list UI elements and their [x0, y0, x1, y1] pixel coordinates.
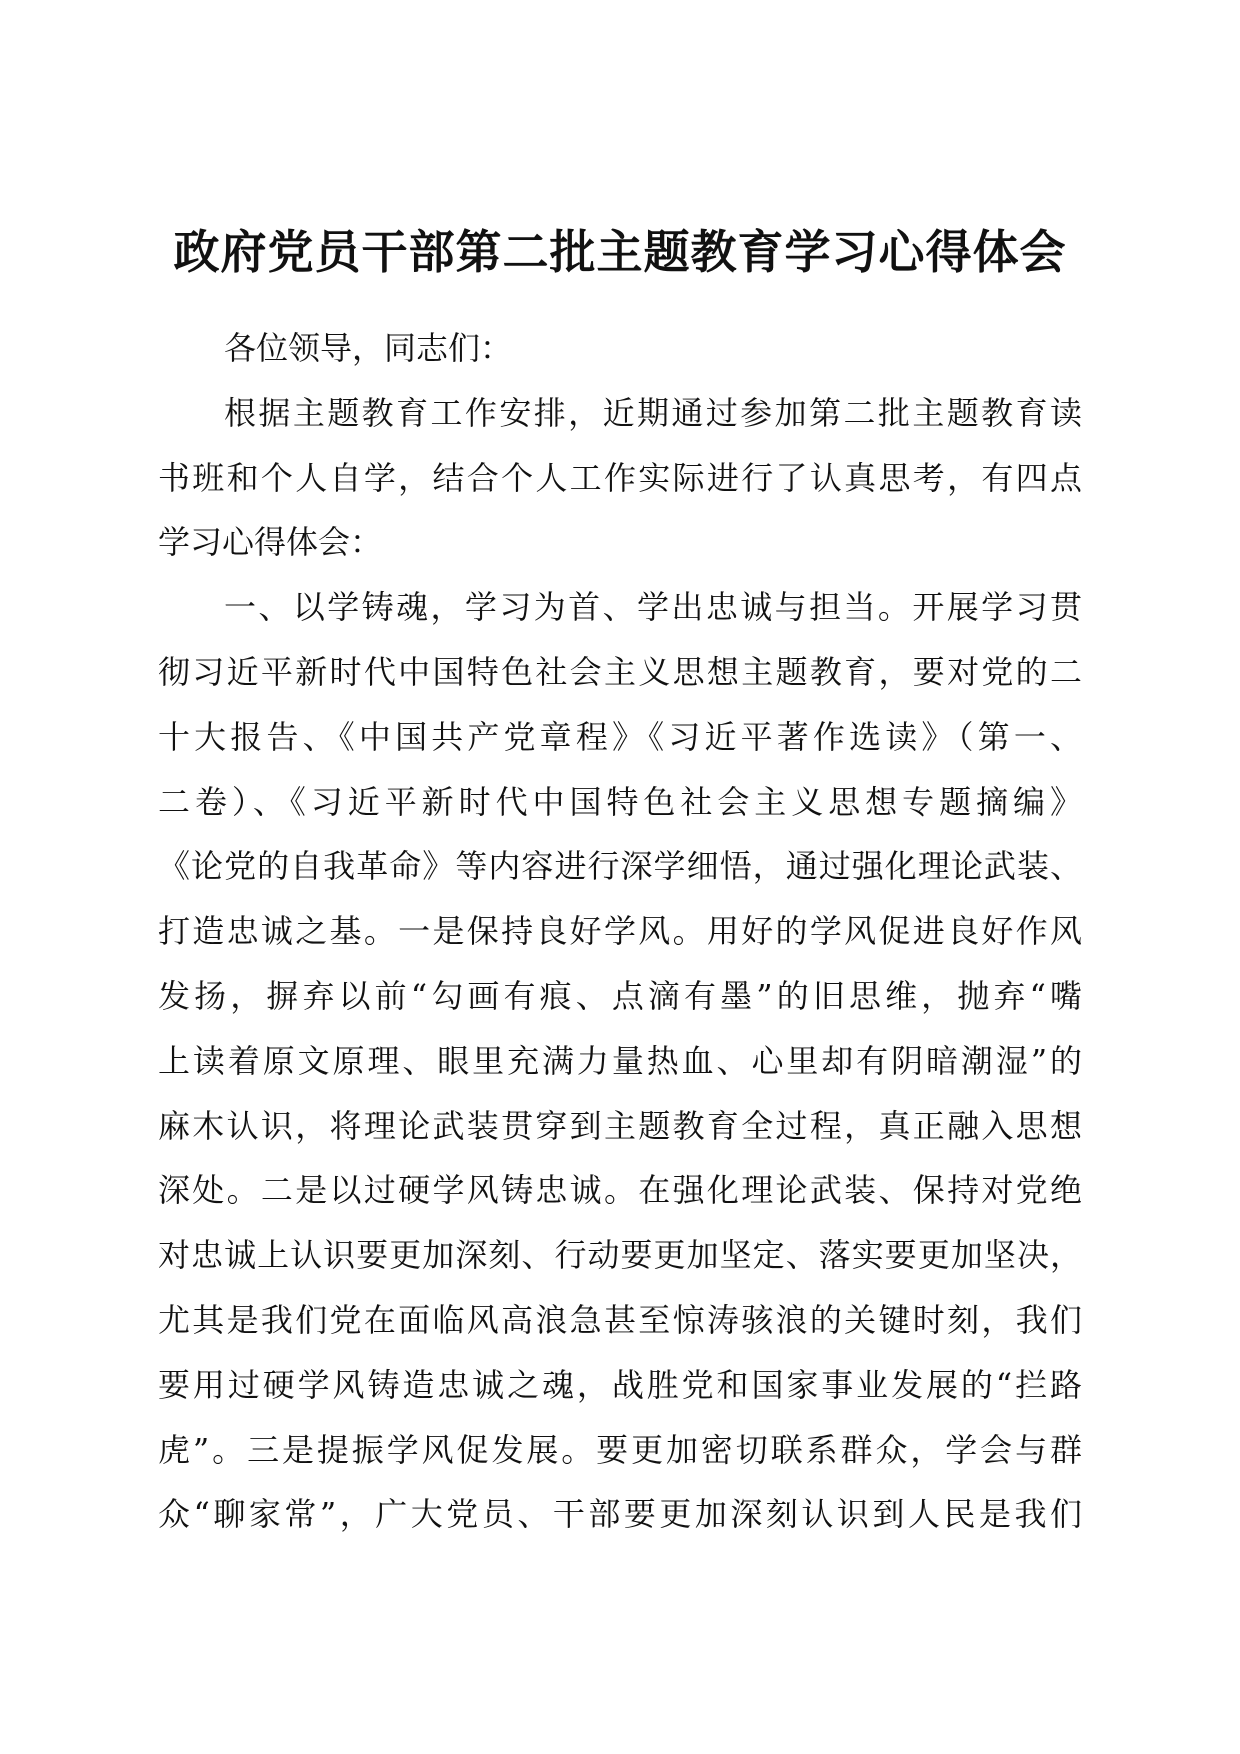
paragraph-line: 彻习近平新时代中国特色社会主义思想主题教育，要对党的二	[158, 652, 1082, 691]
paragraph-line: 要用过硬学风铸造忠诚之魂，战胜党和国家事业发展的“拦路	[158, 1365, 1082, 1404]
paragraph-line: 尤其是我们党在面临风高浪急甚至惊涛骇浪的关键时刻，我们	[158, 1300, 1082, 1339]
paragraph-line: 打造忠诚之基。一是保持良好学风。用好的学风促进良好作风	[158, 912, 1082, 951]
paragraph-line: 根据主题教育工作安排，近期通过参加第二批主题教育读	[224, 393, 1082, 432]
paragraph-line: 众“聊家常”，广大党员、干部要更加深刻认识到人民是我们	[158, 1495, 1082, 1534]
paragraph-line: 虎”。三是提振学风促发展。要更加密切联系群众，学会与群	[158, 1430, 1082, 1469]
paragraph-line: 《论党的自我革命》等内容进行深学细悟，通过强化理论武装、	[158, 847, 1082, 886]
paragraph-line: 发扬，摒弃以前“勾画有痕、点滴有墨”的旧思维，抛弃“嘴	[158, 976, 1082, 1015]
document-body	[158, 316, 1082, 1547]
paragraph-line: 上读着原文原理、眼里充满力量热血、心里却有阴暗潮湿”的	[158, 1041, 1082, 1080]
paragraph-line: 一、以学铸魂，学习为首、学出忠诚与担当。开展学习贯	[224, 588, 1082, 627]
document-title: 政府党员干部第二批主题教育学习心得体会	[173, 225, 1067, 279]
salutation-line: 各位领导，同志们：	[224, 329, 513, 367]
paragraph-line: 二卷）、《习近平新时代中国特色社会主义思想专题摘编》	[158, 782, 1082, 821]
paragraph-line: 麻木认识，将理论武装贯穿到主题教育全过程，真正融入思想	[158, 1106, 1082, 1145]
paragraph-line: 学习心得体会：	[158, 523, 383, 562]
paragraph-line: 书班和个人自学，结合个人工作实际进行了认真思考，有四点	[158, 458, 1082, 497]
paragraph-line: 深处。二是以过硬学风铸忠诚。在强化理论武装、保持对党绝	[158, 1171, 1082, 1210]
paragraph-line: 十大报告、《中国共产党章程》《习近平著作选读》（第一、	[158, 717, 1082, 756]
paragraph-line: 对忠诚上认识要更加深刻、行动要更加坚定、落实要更加坚决，	[158, 1236, 1082, 1275]
